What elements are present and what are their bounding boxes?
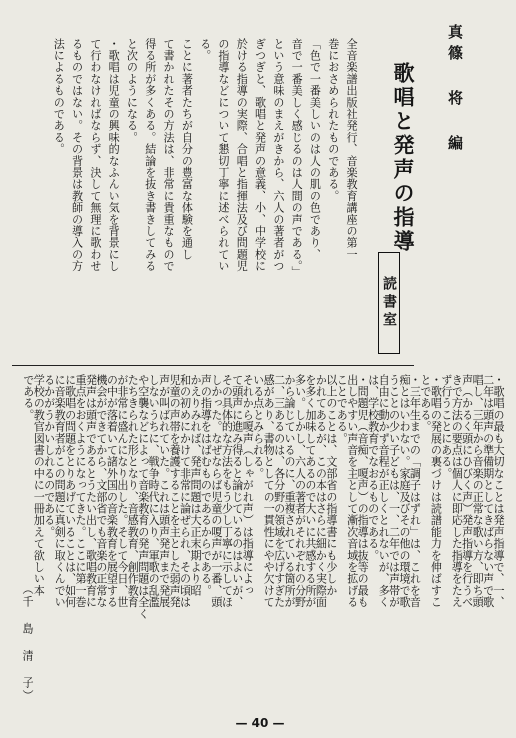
text-column: 法によるものである。 bbox=[52, 38, 66, 155]
text-column: て行わなければならず、決して無理に歌わせ bbox=[88, 38, 102, 272]
text-column: 自由に動かず音程が正しくとれないが、多く bbox=[377, 374, 391, 608]
text-column: 痴とはいわない。家庭及びその他の環境で歌 bbox=[398, 374, 412, 608]
text-column: の指導などについて懇切丁寧に述べられてい bbox=[216, 38, 230, 272]
text-column: ことである。 bbox=[335, 374, 349, 445]
text-column: 二、三あるのは、各分野の領域を広げすぎた bbox=[272, 374, 286, 608]
text-column: 感があり、書物としての一貫性にやや欠けて bbox=[262, 374, 276, 608]
text-column: や空襲などによって音楽教育の発声問題は全く bbox=[136, 374, 150, 620]
text-column: とである。 bbox=[418, 374, 432, 433]
text-column: いる点とみられる。 bbox=[251, 374, 265, 480]
text-column: その具体的な方法をもう少し丁寧に示してほ bbox=[220, 374, 234, 608]
text-column: は、学校教育でなおるものである。 bbox=[366, 374, 380, 562]
text-column: 出しやすい声音を主として漸次音域を拡げる bbox=[345, 374, 359, 608]
text-column: 重点をおくようになってきた。ここに第一巻 bbox=[74, 374, 88, 608]
text-column: るかがうかいしれるのである。 bbox=[42, 374, 56, 538]
text-column: である。 bbox=[21, 374, 35, 421]
text-column: と次のようになる。 bbox=[125, 38, 139, 144]
text-column: ・三年生までの「調子はずれ」は、これを音 bbox=[408, 374, 422, 608]
text-column: て頭声に進み得ると論じているのはよいが、 bbox=[230, 374, 244, 608]
text-column: ことに著者たちが自分の豊富な体験を通し bbox=[180, 38, 194, 261]
text-column: 声（かるく頭にひびく声）発声指導を行うべ bbox=[460, 374, 474, 608]
text-column: 声が叫ばれていた。これは頭声発声まで発展 bbox=[157, 374, 171, 608]
text-column: かえりみれば、発声問題は大正末期より昭 bbox=[189, 374, 203, 597]
text-column: うことの少い子どもは、一、二年では声帯が bbox=[387, 374, 401, 608]
text-column: を多く加味してあるので大いに共感する所が bbox=[303, 374, 317, 608]
text-column: 和の初めにかけて非常に論ぜられ、その頃は bbox=[178, 374, 192, 608]
text-column: に歌唱の問題をとりあげていることは、如何 bbox=[63, 374, 77, 608]
text-column: ・歌唱の発展の裏づけは読譜能力を伸ばすこ bbox=[429, 374, 443, 608]
text-column: 学校の教官図書の中に一冊加えて欲しい本 bbox=[32, 374, 46, 597]
section-label: 読書室 bbox=[381, 276, 397, 330]
text-column: かれてあるが、この本はさらに細かく実際面 bbox=[314, 374, 328, 608]
text-column: 唱し、三年から音楽の正常な歌い方、即ち頭 bbox=[471, 374, 485, 608]
text-column: 以上のことは、文部省の指導書にも少しか bbox=[324, 374, 338, 597]
text-column: ぎつぎと、歌唱と発声の意義、小、中学校に bbox=[253, 38, 267, 272]
text-column: るものではない。その背景は教師の導入の方 bbox=[70, 38, 84, 272]
section-label-box bbox=[378, 252, 400, 354]
text-column: る。 bbox=[198, 38, 212, 62]
text-column: ・歌唱の最も大切なことは発声指導で、一、 bbox=[492, 374, 506, 608]
text-column: 二年は頭声の準備期としてきばらない声で歌 bbox=[481, 374, 495, 608]
page-number: — 40 — bbox=[235, 716, 285, 730]
text-column: に音楽教育者がこの問題に真剣に取くんでい bbox=[53, 374, 67, 608]
text-column: しかった。なぜならば児童の嗄声が一番、頭 bbox=[209, 374, 223, 608]
text-column: きで方法の要点は個人に即応した指導をたえ bbox=[450, 374, 464, 608]
text-column: という意味のまえがきから、六人の著者がつ bbox=[271, 38, 285, 272]
text-column: から論じているのに、重複されている箇所が bbox=[283, 374, 297, 608]
text-column: が非常に盛んになり出した。そして今日、世 bbox=[115, 374, 129, 608]
text-column: 巻におさめられたものである。 bbox=[326, 38, 340, 202]
text-column: 多い。しかし、六人の著者がそれぞれの分野 bbox=[293, 374, 307, 608]
text-column: ・問題児（音痴、嗄声）の指導は抜等の最も bbox=[356, 374, 370, 608]
text-column: 児童の声帯を養護することを主とした弱声発 bbox=[168, 374, 182, 608]
text-column: 音で一番美しく感じるのは人間の声である。」 bbox=[290, 38, 304, 279]
text-column: 機会ができてから、文部省でも音楽の正常な bbox=[94, 374, 108, 608]
text-column: ・歌唱は児童の興味的なふんい気を背景にし bbox=[107, 38, 121, 272]
text-column: 発声は頭声であるとうたい出し、歌唱教育に bbox=[84, 374, 98, 608]
text-column: しないうちに、戦争時代に入り、軍歌の乱濫 bbox=[147, 374, 161, 608]
text-column: たちきられた形となり、音感教育、創作教育 bbox=[126, 374, 140, 608]
article-title: 歌唱と発声の指導 bbox=[391, 62, 415, 254]
text-column: て書かれたその方法は、非常に貴重なもので bbox=[162, 38, 176, 272]
text-column: それから嗄声（しゃがれ声）は指導によっ bbox=[241, 374, 255, 597]
text-column: 得る所が多くある。結論を抜き書きしてみる bbox=[143, 38, 157, 272]
text-column: 声の指導をはばむものであるからである。 bbox=[199, 374, 213, 597]
text-column: 全音楽譜出版社発行、音楽教育講座の第一 bbox=[345, 38, 359, 261]
text-column: 「色で一番美しいのは人の肌の色であり、 bbox=[308, 38, 322, 261]
text-column: 於ける指導の実際、合唱と指揮法及び問題児 bbox=[235, 38, 249, 272]
text-column: ず行うことにある。 bbox=[439, 374, 453, 480]
text-column: の中が落着いて諸外国の音楽教育を展望する bbox=[105, 374, 119, 608]
reviewer-signature: （千 島 清 子） bbox=[21, 583, 34, 703]
author-credit: 真篠 将 編 bbox=[446, 24, 464, 156]
section-divider bbox=[12, 365, 414, 366]
